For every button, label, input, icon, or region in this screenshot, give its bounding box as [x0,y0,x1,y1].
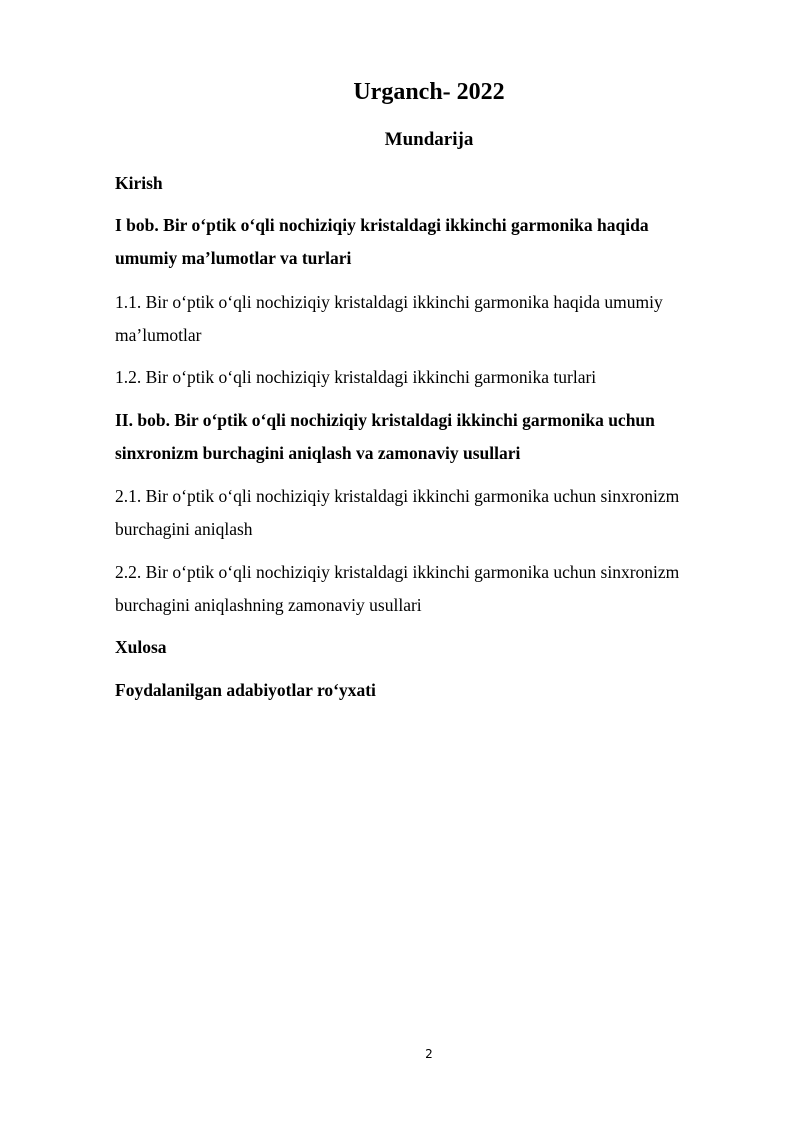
toc-entry-chapter-1: I bob. Bir o‘ptik o‘qli nochiziqiy kristaldagi ikkinchi garmonika haqida umumiy ma’lumotlar va turlari [115,215,649,268]
toc-entry-references: Foydalanilgan adabiyotlar ro‘yxati [115,680,376,700]
toc-entry-section-2-2: 2.2. Bir o‘ptik o‘qli nochiziqiy kristaldagi ikkinchi garmonika uchun sinxronizm burchagini aniqlashning zamonaviy usullari [115,562,680,615]
city-year-heading: Urganch- 2022 [353,79,505,105]
toc-entry-chapter-2: II. bob. Bir o‘ptik o‘qli nochiziqiy kristaldagi ikkinchi garmonika uchun sinxronizm burchagini aniqlash va zamonaviy usullari [115,410,655,463]
toc-entry-section-2-1: 2.1. Bir o‘ptik o‘qli nochiziqiy kristaldagi ikkinchi garmonika uchun sinxronizm burchagini aniqlash [115,486,680,539]
toc-entry-section-1-2: 1.2. Bir o‘ptik o‘qli nochiziqiy kristaldagi ikkinchi garmonika turlari [115,367,597,387]
toc-entry-section-1-1: 1.1. Bir o‘ptik o‘qli nochiziqiy kristaldagi ikkinchi garmonika haqida umumiy ma’lumotlar [115,292,663,345]
page-number: 2 [425,1047,433,1061]
toc-entry-conclusion: Xulosa [115,637,167,657]
toc-entry-intro: Kirish [115,173,163,193]
toc-title: Mundarija [384,129,474,150]
